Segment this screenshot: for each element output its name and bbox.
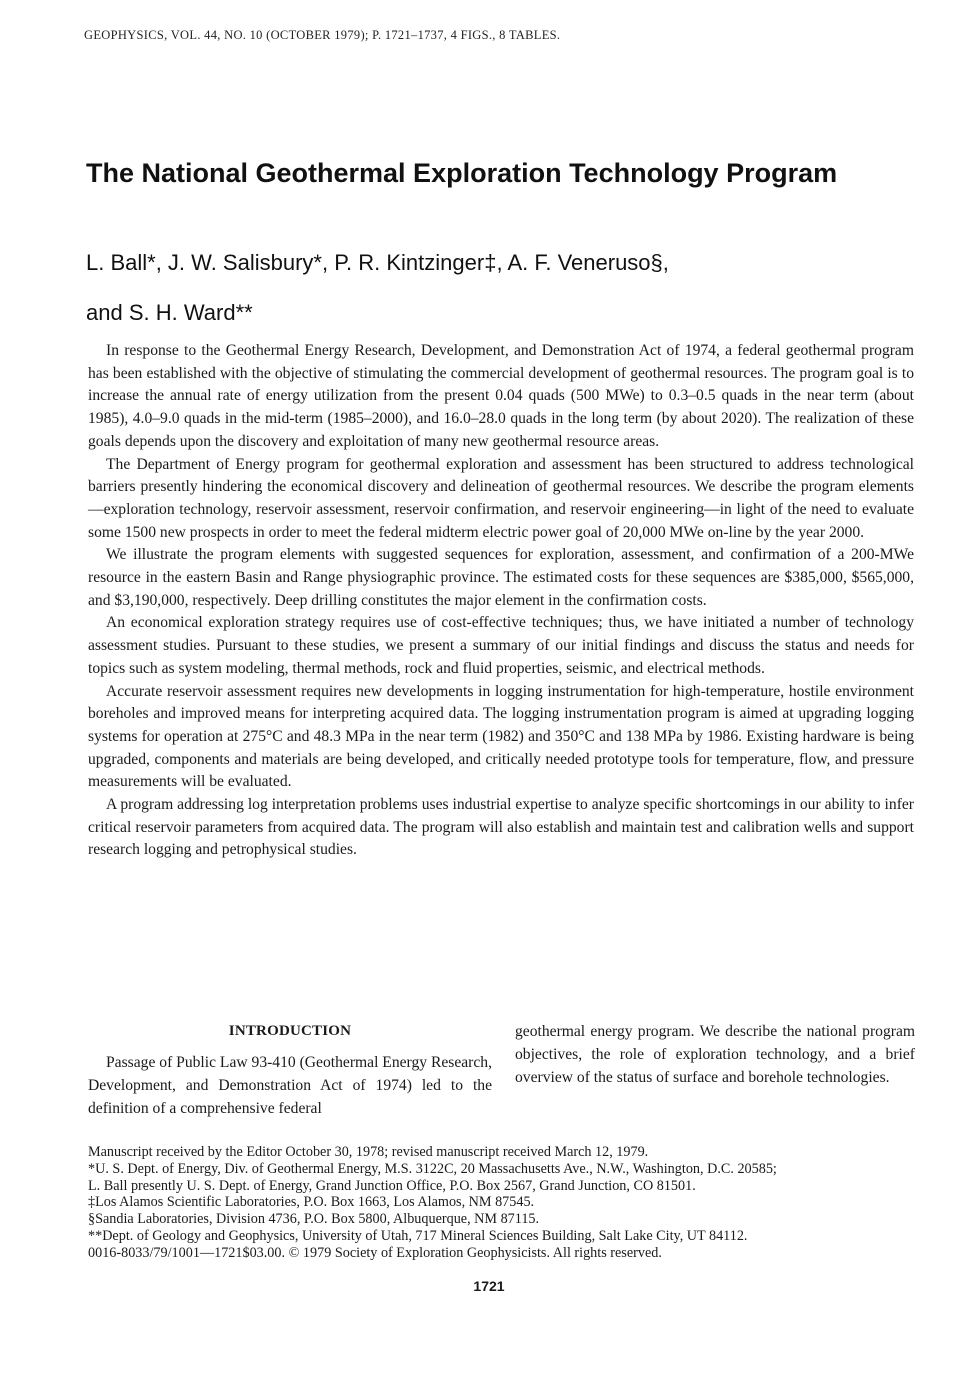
- author-line-1: L. Ball*, J. W. Salisbury*, P. R. Kintzinger‡, A. F. Veneruso§,: [86, 250, 669, 275]
- abstract-paragraph: An economical exploration strategy requires use of cost-effective techniques; thus, we have initiated a number of technology assessment studies. Pursuant to these studies, we present a summary of our initial findings and discuss the status and needs for topics such as system modeling, thermal methods, rock and fluid properties, seismic, and electrical methods.: [88, 614, 914, 677]
- author-line-2: and S. H. Ward**: [86, 300, 253, 325]
- footnote: L. Ball presently U. S. Dept. of Energy, Grand Junction Office, P.O. Box 2567, Grand Junction, CO 81501.: [88, 1177, 696, 1194]
- journal-header: GEOPHYSICS, VOL. 44, NO. 10 (OCTOBER 1979); P. 1721–1737, 4 FIGS., 8 TABLES.: [84, 28, 561, 42]
- introduction-paragraph: Passage of Public Law 93-410 (Geothermal Energy Research, Development, and Demonstration Act of 1974) led to the definition of a comprehensive federal: [88, 1054, 492, 1117]
- abstract-paragraph: In response to the Geothermal Energy Research, Development, and Demonstration Act of 1974, a federal geothermal program has been established with the objective of stimulating the commercial development of geothermal resources. The program goal is to increase the annual rate of energy utilization from the present 0.04 quads (500 MWe) to 0.3–0.5 quads in the near term (about 1985), 4.0–9.0 quads in the mid-term (1985–2000), and 16.0–28.0 quads in the long term (by about 2020). The realization of these goals depends upon the discovery and exploitation of many new geothermal resource areas.: [88, 342, 914, 450]
- page-number: 1721: [473, 1278, 505, 1294]
- introduction-heading: INTRODUCTION: [228, 1023, 352, 1039]
- footnote: §Sandia Laboratories, Division 4736, P.O. Box 5800, Albuquerque, NM 87115.: [88, 1211, 540, 1228]
- footnote: **Dept. of Geology and Geophysics, University of Utah, 717 Mineral Sciences Building, Salt Lake City, UT 84112.: [88, 1227, 748, 1244]
- introduction-right-column: [515, 1020, 915, 1089]
- abstract-paragraph: A program addressing log interpretation problems uses industrial expertise to analyze specific shortcomings in our ability to infer critical reservoir parameters from acquired data. The program will also establish and maintain test and calibration wells and support research logging and petrophysical studies.: [88, 796, 914, 859]
- footnote: 0016-8033/79/1001—1721$03.00. © 1979 Society of Exploration Geophysicists. All rights reserved.: [88, 1244, 662, 1261]
- introduction-left-column: [88, 1020, 492, 1120]
- author-list: [86, 238, 916, 338]
- abstract-paragraph: Accurate reservoir assessment requires new developments in logging instrumentation for high-temperature, hostile environment boreholes and improved means for interpreting acquired data. The logging instrumentation program is aimed at upgrading logging systems for operation at 275°C and 48.3 MPa in the near term (1982) and 350°C and 138 MPa by 1986. Existing hardware is being upgraded, components and materials are being developed, and critically needed prototype tools for temperature, flow, and pressure measurements will be evaluated.: [88, 682, 914, 791]
- footnotes: [88, 1144, 918, 1262]
- abstract-paragraph: The Department of Energy program for geothermal exploration and assessment has been structured to address technological barriers presently hindering the economical discovery and delineation of geothermal resources. We describe the program elements—exploration technology, reservoir assessment, reservoir confirmation, and reservoir engineering—in light of the need to evaluate some 1500 new prospects in order to meet the federal midterm electric power goal of 20,000 MWe on-line by the year 2000.: [88, 455, 914, 541]
- footnote: *U. S. Dept. of Energy, Div. of Geothermal Energy, M.S. 3122C, 20 Massachusetts Ave., N.W., Washington, D.C. 20585;: [88, 1160, 777, 1177]
- paper-title: The National Geothermal Exploration Technology Program: [86, 158, 838, 188]
- introduction-paragraph-continued: geothermal energy program. We describe the national program objectives, the role of exploration technology, and a brief overview of the status of surface and borehole technologies.: [515, 1023, 915, 1086]
- abstract-paragraph: We illustrate the program elements with suggested sequences for exploration, assessment, and confirmation of a 200-MWe resource in the eastern Basin and Range physiographic province. The estimated costs for these sequences are $385,000, $565,000, and $3,190,000, respectively. Deep drilling constitutes the major element in the confirmation costs.: [88, 546, 914, 609]
- footnote: Manuscript received by the Editor October 30, 1978; revised manuscript received March 12, 1979.: [88, 1144, 649, 1160]
- footnote: ‡Los Alamos Scientific Laboratories, P.O. Box 1663, Los Alamos, NM 87545.: [88, 1194, 535, 1211]
- abstract: [88, 340, 914, 862]
